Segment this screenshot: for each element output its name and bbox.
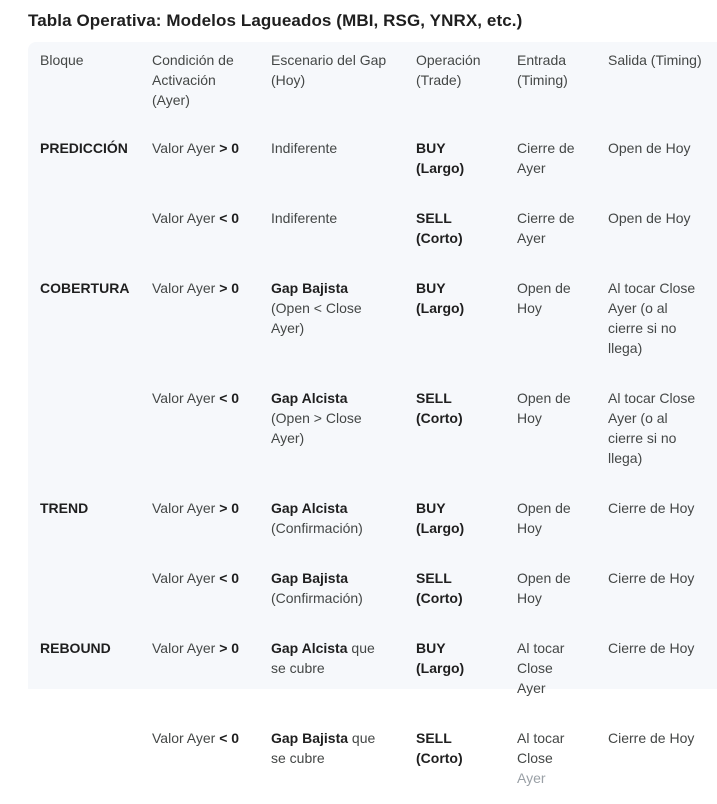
- condition-cell: Valor Ayer < 0: [152, 570, 240, 586]
- condition-cell: Valor Ayer > 0: [152, 140, 240, 156]
- table-row: [28, 554, 717, 624]
- gap-cell: Gap Bajista (Confirmación): [271, 570, 363, 606]
- entry-cell: Open de Hoy: [517, 500, 571, 536]
- gap-cell: Gap Alcista (Confirmación): [271, 500, 363, 536]
- gap-cell: Gap Bajista que se cubre: [271, 730, 376, 766]
- operation-cell: BUY (Largo): [416, 140, 465, 176]
- exit-cell: Al tocar Close Ayer (o al cierre si no llega): [608, 390, 696, 466]
- table-row: [28, 264, 717, 374]
- operation-cell: SELL (Corto): [416, 730, 463, 766]
- condition-cell: Valor Ayer > 0: [152, 640, 240, 656]
- entry-cell: Open de Hoy: [517, 280, 571, 316]
- exit-cell: Cierre de Hoy: [608, 570, 695, 586]
- table-container: [28, 42, 717, 786]
- entry-cell: Cierre de Ayer: [517, 140, 575, 176]
- bloque-cell: PREDICCIÓN: [40, 140, 128, 156]
- condition-cell: Valor Ayer < 0: [152, 390, 240, 406]
- header-condicion: Condición de Activación (Ayer): [152, 52, 234, 108]
- operation-cell: BUY (Largo): [416, 500, 465, 536]
- bloque-cell: [28, 194, 140, 264]
- gap-cell: Gap Alcista que se cubre: [271, 640, 375, 676]
- entry-cell: Cierre de Ayer: [517, 210, 575, 246]
- bloque-cell: TREND: [40, 500, 89, 516]
- bloque-cell: COBERTURA: [40, 280, 130, 296]
- table-row: [28, 484, 717, 554]
- exit-cell: Open de Hoy: [608, 210, 691, 226]
- exit-cell: Cierre de Hoy: [608, 500, 695, 516]
- exit-cell: Cierre de Hoy: [608, 730, 695, 746]
- header-salida: Salida (Timing): [608, 52, 702, 68]
- entry-cell: Al tocar Close Ayer: [517, 640, 565, 696]
- table-row: [28, 124, 717, 194]
- condition-cell: Valor Ayer > 0: [152, 280, 240, 296]
- condition-cell: Valor Ayer > 0: [152, 500, 240, 516]
- exit-cell: Cierre de Hoy: [608, 640, 695, 656]
- table-row: [28, 624, 717, 714]
- table-row: [28, 374, 717, 484]
- page-title: Tabla Operativa: Modelos Lagueados (MBI, RSG, YNRX, etc.): [28, 11, 523, 30]
- header-escenario: Escenario del Gap (Hoy): [271, 52, 387, 88]
- gap-cell: Indiferente: [271, 140, 338, 156]
- operation-cell: SELL (Corto): [416, 210, 463, 246]
- gap-cell: Indiferente: [271, 210, 338, 226]
- bloque-cell: [28, 554, 140, 624]
- condition-cell: Valor Ayer < 0: [152, 730, 240, 746]
- entry-cell: Open de Hoy: [517, 570, 571, 606]
- exit-cell: Al tocar Close Ayer (o al cierre si no llega): [608, 280, 696, 356]
- operations-table: [28, 42, 717, 804]
- operation-cell: SELL (Corto): [416, 570, 463, 606]
- table-header-row: [28, 42, 717, 124]
- gap-cell: Gap Bajista (Open < Close Ayer): [271, 280, 362, 336]
- table-row: [28, 194, 717, 264]
- condition-cell: Valor Ayer < 0: [152, 210, 240, 226]
- header-entrada: Entrada (Timing): [517, 52, 568, 88]
- entry-cell: Open de Hoy: [517, 390, 571, 426]
- table-row: [28, 714, 717, 804]
- header-operacion: Operación (Trade): [416, 52, 481, 88]
- entry-cell: Al tocar Close Ayer: [517, 730, 565, 786]
- operation-cell: BUY (Largo): [416, 280, 465, 316]
- operation-cell: BUY (Largo): [416, 640, 465, 676]
- bloque-cell: [28, 714, 140, 804]
- bloque-cell: REBOUND: [40, 640, 111, 656]
- exit-cell: Open de Hoy: [608, 140, 691, 156]
- operation-cell: SELL (Corto): [416, 390, 463, 426]
- header-bloque: Bloque: [40, 52, 84, 68]
- bloque-cell: [28, 374, 140, 484]
- gap-cell: Gap Alcista (Open > Close Ayer): [271, 390, 362, 446]
